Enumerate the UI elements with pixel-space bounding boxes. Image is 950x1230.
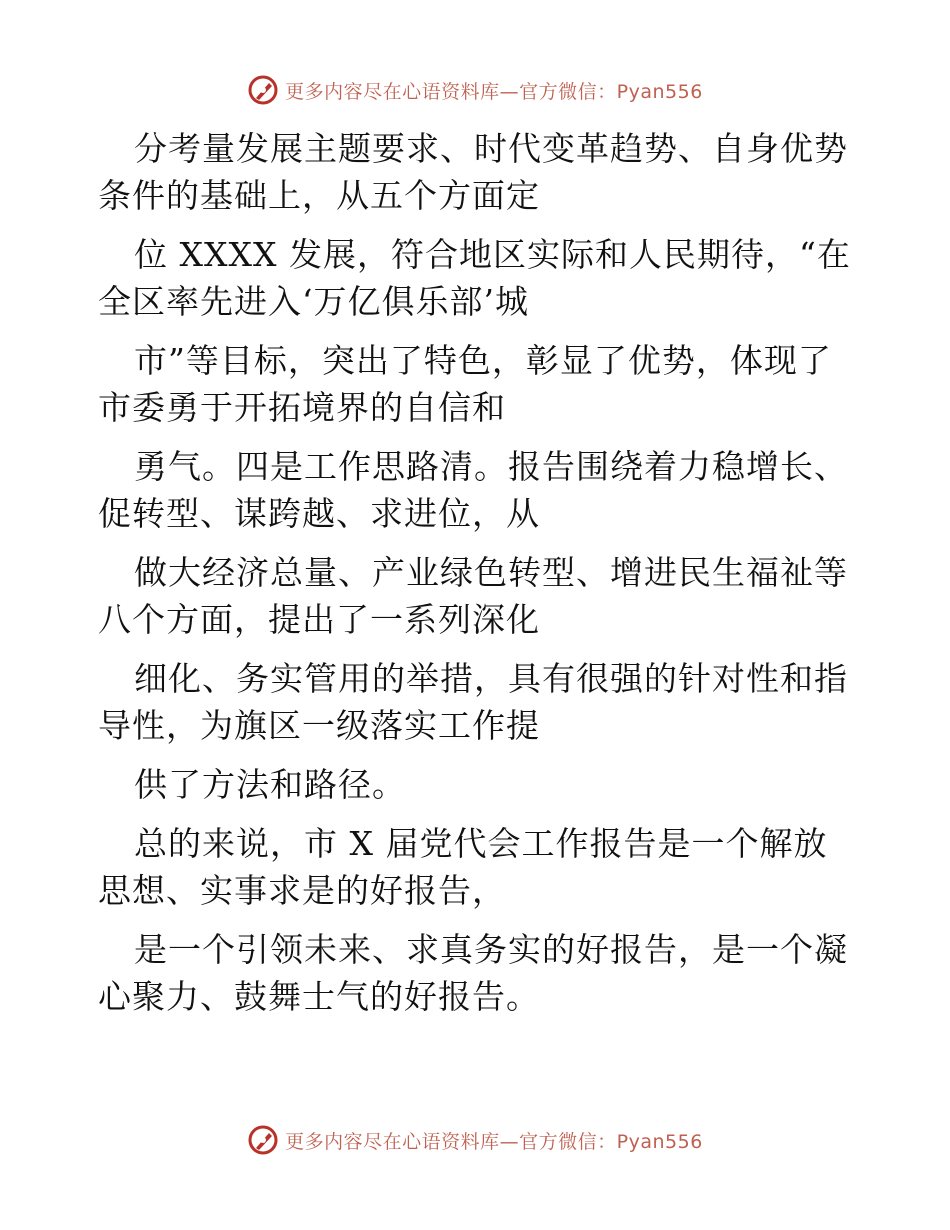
- text-line: 市委勇于开拓境界的自信和: [98, 388, 506, 427]
- text-line: 市”等目标，突出了特色，彰显了优势，体现了: [134, 341, 832, 380]
- text-line: 全区率先进入‘万亿俱乐部’城: [98, 282, 529, 321]
- text-line: 是一个引领未来、求真务实的好报告，是一个凝: [134, 930, 848, 969]
- document-body: [98, 125, 858, 1020]
- pen-logo-icon: [247, 1124, 279, 1156]
- watermark-text: 更多内容尽在心语资料库—官方微信：Pyan556: [285, 80, 703, 103]
- text-line: 供了方法和路径。: [134, 765, 406, 804]
- watermark-text: 更多内容尽在心语资料库—官方微信：Pyan556: [285, 1130, 703, 1153]
- text-line: 思想、实事求是的好报告，: [98, 871, 506, 910]
- text-line: 位 XXXX 发展，符合地区实际和人民期待，“在: [134, 235, 851, 274]
- text-line: 细化、务实管用的举措，具有很强的针对性和指: [134, 659, 848, 698]
- text-line: 总的来说，市 X 届党代会工作报告是一个解放: [134, 824, 828, 863]
- text-line: 勇气。四是工作思路清。报告围绕着力稳增长、: [134, 447, 848, 486]
- text-line: 做大经济总量、产业绿色转型、增进民生福祉等: [134, 553, 848, 592]
- text-line: 心聚力、鼓舞士气的好报告。: [98, 977, 540, 1016]
- text-line: 导性，为旗区一级落实工作提: [98, 706, 540, 745]
- header-watermark: [0, 72, 950, 108]
- pen-logo-icon: [247, 74, 279, 106]
- footer-watermark: [0, 1122, 950, 1158]
- text-line: 八个方面，提出了一系列深化: [98, 600, 540, 639]
- text-line: 促转型、谋跨越、求进位，从: [98, 494, 540, 533]
- text-line: 分考量发展主题要求、时代变革趋势、自身优势: [134, 129, 848, 168]
- text-line: 条件的基础上，从五个方面定: [98, 176, 540, 215]
